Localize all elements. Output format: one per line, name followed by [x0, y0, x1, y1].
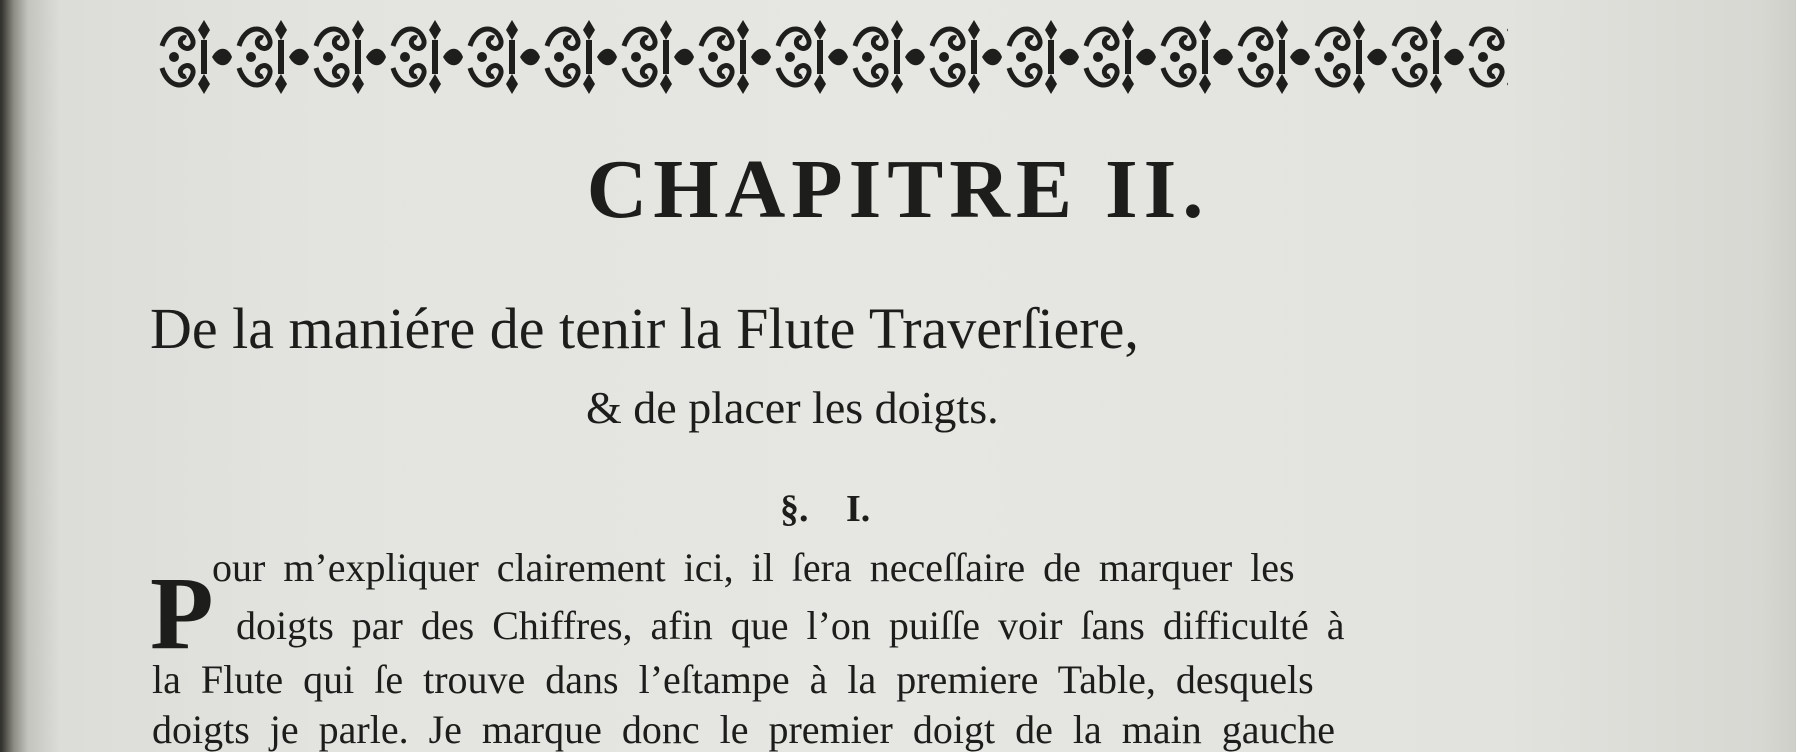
paragraph-line-4: doigts je parle. Je marque donc le premier doigt de la main gauche: [152, 707, 1335, 752]
paragraph-line-2: doigts par des Chiffres, afin que l’on puiſſe voir ſans difficulté à: [236, 603, 1345, 648]
paragraph-line-3: la Flute qui ſe trouve dans l’eſtampe à la premiere Table, desquels: [152, 657, 1314, 702]
chapter-title: CHAPITRE II.: [586, 143, 1210, 236]
drop-cap: P: [150, 556, 214, 671]
chapter-subtitle-line2: & de placer les doigts.: [586, 382, 999, 433]
decorative-ornament-band: [158, 16, 1508, 98]
section-heading: §. I.: [780, 488, 871, 530]
chapter-subtitle-line1: De la maniére de tenir la Flute Traverſiere,: [150, 296, 1139, 361]
paragraph-line-1: our m’expliquer clairement ici, il ſera neceſſaire de marquer les: [212, 545, 1295, 590]
